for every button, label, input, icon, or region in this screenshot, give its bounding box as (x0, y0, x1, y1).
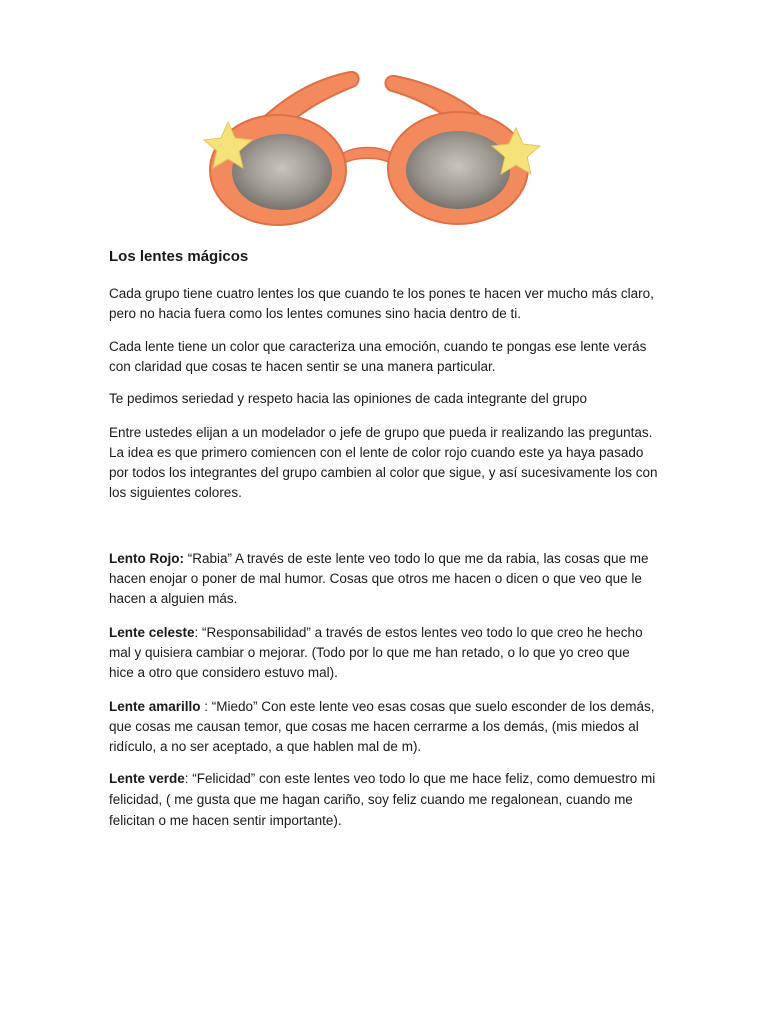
lens-text: : “Responsabilidad” a través de estos lentes veo todo lo que creo he hecho mal y quisiera cambiar o mejorar. (Todo por lo que me han retado, o lo que yo creo que hice a otro que considero estuvo mal). (109, 625, 643, 680)
lens-text: “Rabia” A través de este lente veo todo lo que me da rabia, las cosas que me hacen enojar o poner de mal humor. Cosas que otros me hacen o dicen o que veo que le hacen a alguien más. (109, 551, 649, 606)
lens-text: : “Felicidad” con este lentes veo todo lo que me hace feliz, como demuestro mi felicidad, ( me gusta que me hagan cariño, soy feliz cuando me regalonean, cuando me felicitan o me hacen sentir importante). (109, 771, 656, 828)
intro-paragraph: Cada grupo tiene cuatro lentes los que cuando te los pones te hacen ver mucho más claro, pero no hacia fuera como los lentes comunes sino hacia dentro de ti. (109, 286, 654, 321)
lens-description-lightblue (109, 623, 657, 683)
lens-name: Lento Rojo: (109, 551, 184, 566)
right-lens (406, 131, 510, 209)
lens-name: Lente celeste (109, 625, 195, 640)
lens-name: Lente verde (109, 771, 185, 786)
intro-paragraph: Entre ustedes elijan a un modelador o jefe de grupo que pueda ir realizando las preguntas. La idea es que primero comiencen con el lente de color rojo cuando este ya haya pasado por todos los integrantes del grupo cambien al color que sigue, y así sucesivamente los con los siguientes colores. (109, 425, 658, 500)
left-lens (232, 134, 332, 210)
intro-paragraph: Cada lente tiene un color que caracteriza una emoción, cuando te pongas ese lente verás con claridad que cosas te hacen sentir se una manera particular. (109, 339, 647, 374)
lens-description-green (109, 768, 657, 831)
lens-text: : “Miedo” Con este lente veo esas cosas que suelo esconder de los demás, que cosas me causan temor, que cosas me hacen cerrarme a los demás, (mis miedos al ridículo, a no ser aceptado, a que hablen mal de m). (109, 699, 655, 754)
lens-description-yellow (109, 697, 657, 757)
lens-name: Lente amarillo (109, 699, 201, 714)
sunglasses-with-stars-icon (190, 60, 560, 240)
nose-bridge (340, 148, 395, 166)
page-title: Los lentes mágicos (109, 248, 249, 265)
lens-description-red (109, 549, 657, 609)
intro-paragraph: Te pedimos seriedad y respeto hacia las opiniones de cada integrante del grupo (109, 391, 588, 406)
